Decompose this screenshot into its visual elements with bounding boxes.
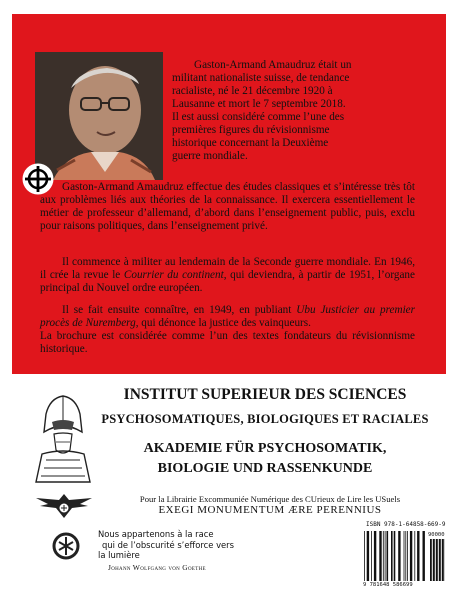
barcode-bar — [371, 531, 372, 581]
price-bar — [438, 539, 439, 581]
barcode-bar — [404, 531, 405, 581]
bio-brochure-note: La brochure est considérée comme l’un des textes fondateurs du révisionnisme historique. — [40, 330, 415, 355]
bio-journal-title: Courrier du continent — [123, 269, 224, 281]
barcode-bar — [410, 531, 412, 581]
bio-militancy-text: Il commence à militer au lendemain de la Seconde guerre mondiale. En 1946, il crée la revue le — [40, 256, 415, 281]
quote-author: Johann Wolfgang von Goethe — [108, 563, 206, 572]
bio-intro-line: premières figures du révisionnisme — [172, 124, 330, 136]
institute-subtitle: PSYCHOSOMATIQUES, BIOLOGIQUES ET RACIALES — [101, 412, 429, 426]
bio-publication — [40, 304, 415, 356]
bio-intro-line: guerre mondiale. — [172, 150, 248, 162]
price-code: 90000 — [428, 532, 445, 538]
akademie-name: AKADEMIE FÜR PSYCHOSOMATIK, — [143, 441, 387, 456]
barcode-bar — [398, 531, 400, 581]
barcode-bar — [391, 531, 393, 581]
quote-line: la lumière — [98, 550, 140, 560]
eagle-emblem-icon — [34, 490, 94, 522]
barcode-bar — [394, 531, 396, 581]
barcode-bar — [417, 531, 419, 581]
bio-militancy — [40, 256, 415, 295]
price-bar — [433, 539, 434, 581]
price-bar — [441, 539, 442, 581]
price-bar — [436, 539, 437, 581]
price-bar — [435, 539, 436, 581]
bio-intro — [172, 59, 384, 163]
barcode-bar — [374, 531, 376, 581]
barcode-bar — [387, 531, 389, 581]
price-bar — [439, 539, 440, 581]
bio-intro-line: historique concernant la Deuxième — [172, 137, 329, 149]
bio-publication-text-end: , qui dénonce la justice des vainqueurs. — [135, 317, 311, 329]
barcode-bar — [423, 531, 425, 581]
price-bar — [444, 539, 445, 581]
barcode-bar — [383, 531, 384, 581]
bio-publication-text: Il se fait ensuite connaître, en 1949, en publiant — [62, 304, 297, 316]
barcode-bar — [364, 531, 365, 581]
price-bar — [430, 539, 431, 581]
bio-militancy-text-end: , qui deviendra, à partir de 1951, l’organe principal du Nouvel ordre européen. — [40, 269, 415, 294]
portrait-photo — [35, 52, 163, 180]
top-margin — [0, 0, 458, 14]
barcode-bar — [407, 531, 408, 581]
barcode-bar — [414, 531, 415, 581]
price-bar — [432, 539, 433, 581]
bio-intro-line: militant nationaliste suisse, de tendance — [172, 72, 350, 84]
quote-line: Nous appartenons à la race — [98, 529, 214, 539]
library-dedication: Pour la Librairie Excommuniée Numérique des CUrieux de Lire les USuels — [139, 494, 401, 504]
isbn-label: ISBN 978-1-64858-669-9 — [366, 521, 446, 528]
barcode-bar — [385, 531, 386, 581]
barcode-digits: 9 781648 586699 — [363, 582, 413, 588]
bio-intro-line: racialiste, né le 21 décembre 1920 à — [172, 85, 333, 97]
price-bar — [442, 539, 443, 581]
ring-emblem-icon — [52, 531, 80, 561]
quote-line: qui de l’obscurité s’efforce vers — [102, 539, 234, 550]
bio-intro-line: Il est aussi considéré comme l’une des — [172, 111, 345, 123]
barcode-bar — [379, 531, 381, 581]
bio-education: Gaston-Armand Amaudruz effectue des études classiques et s’intéresse très tôt aux problèmes liés aux théories de la connaissance. Il exercera essentiellement le métier de professeur d’allemand, d’abord dans l’enseignement public, puis, exclu pour raisons politiques, dans l’enseignement privé. — [40, 181, 415, 232]
barcode-bar — [405, 531, 406, 581]
goethe-quote — [98, 529, 288, 561]
library-motto: EXEGI MONUMENTUM ÆRE PERENNIUS — [158, 504, 382, 516]
bottom-margin — [0, 588, 458, 593]
bio-intro-line: Lausanne et mort le 7 septembre 2018. — [172, 98, 346, 110]
barcode-bar — [367, 531, 369, 581]
akademie-subtitle: BIOLOGIE UND RASSENKUNDE — [157, 461, 373, 476]
bio-intro-line: Gaston-Armand Amaudruz était un — [194, 59, 352, 71]
institute-name: INSTITUT SUPERIEUR DES SCIENCES — [123, 386, 407, 403]
bio-book-title: Ubu Justicier au premier procès de Nuremberg — [40, 304, 416, 329]
